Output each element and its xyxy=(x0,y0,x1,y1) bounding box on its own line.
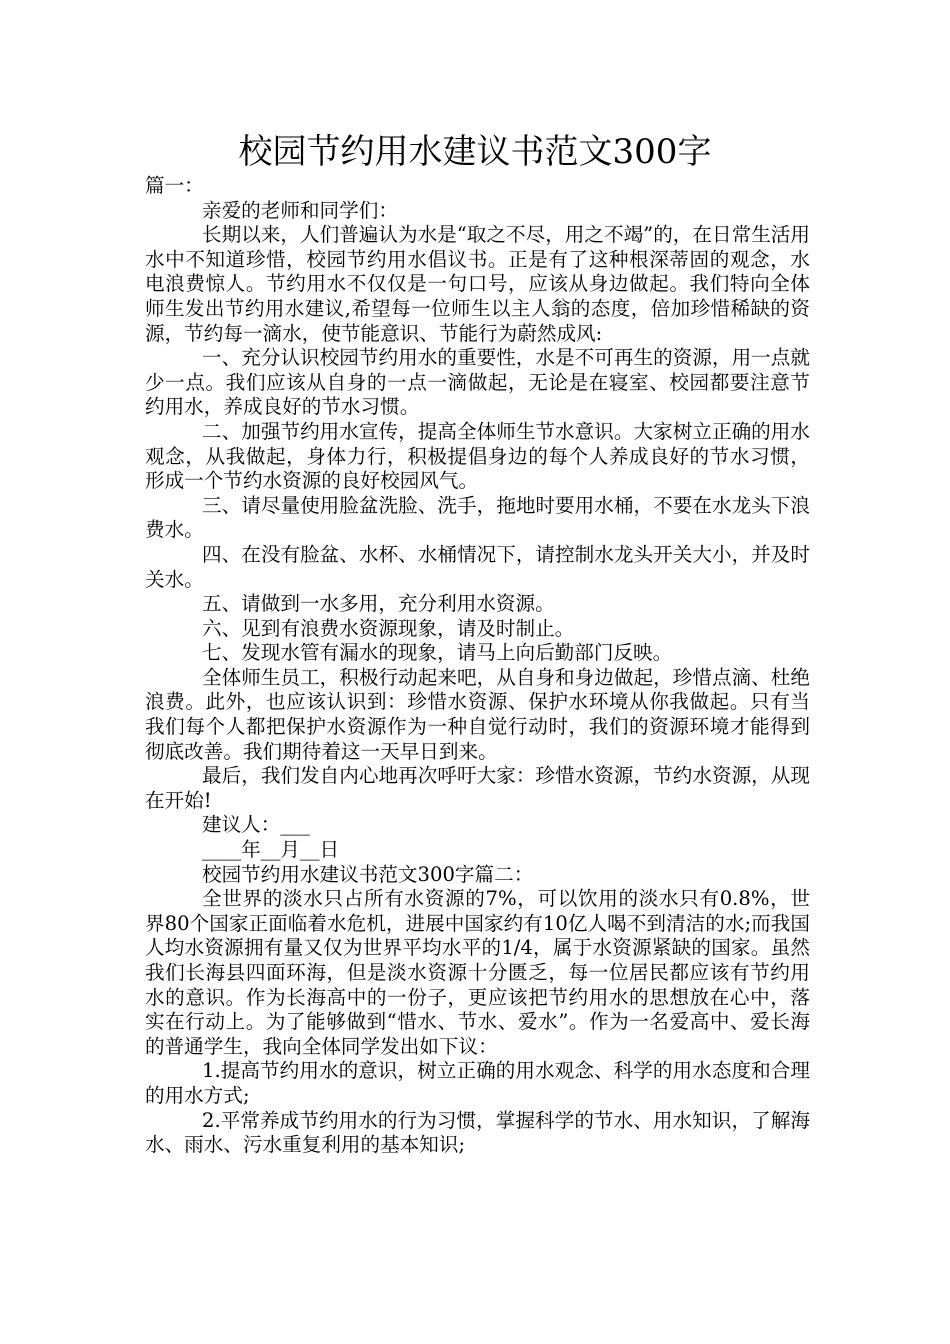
document-title: 校园节约用水建议书范文300字 xyxy=(238,132,712,172)
paragraph: 2.平常养成节约用水的行为习惯，掌握科学的节水、用水知识，了解海水、雨水、污水重复利用的基本知识; xyxy=(145,1108,810,1157)
paragraph: 六、见到有浪费水资源现象，请及时制止。 xyxy=(202,616,575,640)
paragraph: 四、在没有脸盆、水杯、水桶情况下，请控制水龙头开关大小，并及时关水。 xyxy=(145,542,810,591)
paragraph: 七、发现水管有漏水的现象，请马上向后勤部门反映。 xyxy=(202,641,673,665)
paragraph: 校园节约用水建议书范文300字篇二： xyxy=(202,862,534,886)
document-body xyxy=(145,174,810,1158)
paragraph: 1.提高节约用水的意识，树立正确的用水观念、科学的用水态度和合理的用水方式; xyxy=(145,1059,810,1107)
paragraph: 建议人：___ xyxy=(202,813,310,837)
paragraph: 最后，我们发自内心地再次呼吁大家：珍惜水资源，节约水资源，从现在开始! xyxy=(145,764,810,812)
paragraph: 亲爱的老师和同学们： xyxy=(202,198,398,222)
paragraph: 三、请尽量使用脸盆洗脸、洗手，拖地时要用水桶，不要在水龙头下浪费水。 xyxy=(145,493,810,542)
paragraph: 全世界的淡水只占所有水资源的7%，可以饮用的淡水只有0.8%，世界80个国家正面临着水危机，进展中国家约有10亿人喝不到清洁的水;而我国人均水资源拥有量又仅为世界平均水平的1/4，属于水资源紧缺的国家。虽然我们长海县四面环海，但是淡水资源十分匮乏，每一位居民都应该有节约用水的意识。作为长海高中的一份子，更应该把节约用水的思想放在心中，落实在行动上。为了能够做到“惜水、节水、爱水”。作为一名爱高中、爱长海的普通学生，我向全体同学发出如下议： xyxy=(145,887,810,1058)
paragraph: 五、请做到一水多用，充分利用水资源。 xyxy=(202,592,555,616)
paragraph: 长期以来，人们普遍认为水是“取之不尽，用之不竭”的，在日常生活用水中不知道珍惜，校园节约用水倡议书。正是有了这种根深蒂固的观念，水电浪费惊人。节约用水不仅仅是一句口号，应该从身边做起。我们特向全体师生发出节约用水建议,希望每一位师生以主人翁的态度，倍加珍惜稀缺的资源，节约每一滴水，使节能意识、节能行为蔚然成风: xyxy=(145,223,810,345)
paragraph: 全体师生员工，积极行动起来吧，从自身和身边做起，珍惜点滴、杜绝浪费。此外，也应该认识到：珍惜水资源、保护水环境从你我做起。只有当我们每个人都把保护水资源作为一种自觉行动时，我们的资源环境才能得到彻底改善。我们期待着这一天早日到来。 xyxy=(145,665,810,763)
paragraph: 篇一： xyxy=(145,174,204,197)
paragraph: 一、充分认识校园节约用水的重要性，水是不可再生的资源，用一点就少一点。我们应该从自身的一点一滴做起，无论是在寝室、校园都要注意节约用水，养成良好的节水习惯。 xyxy=(145,346,810,419)
paragraph: 二、加强节约用水宣传，提高全体师生节水意识。大家树立正确的用水观念，从我做起，身体力行，积极提倡身边的每个人养成良好的节水习惯，形成一个节约水资源的良好校园风气。 xyxy=(145,419,810,493)
paragraph: ____年__月__日 xyxy=(202,838,340,862)
